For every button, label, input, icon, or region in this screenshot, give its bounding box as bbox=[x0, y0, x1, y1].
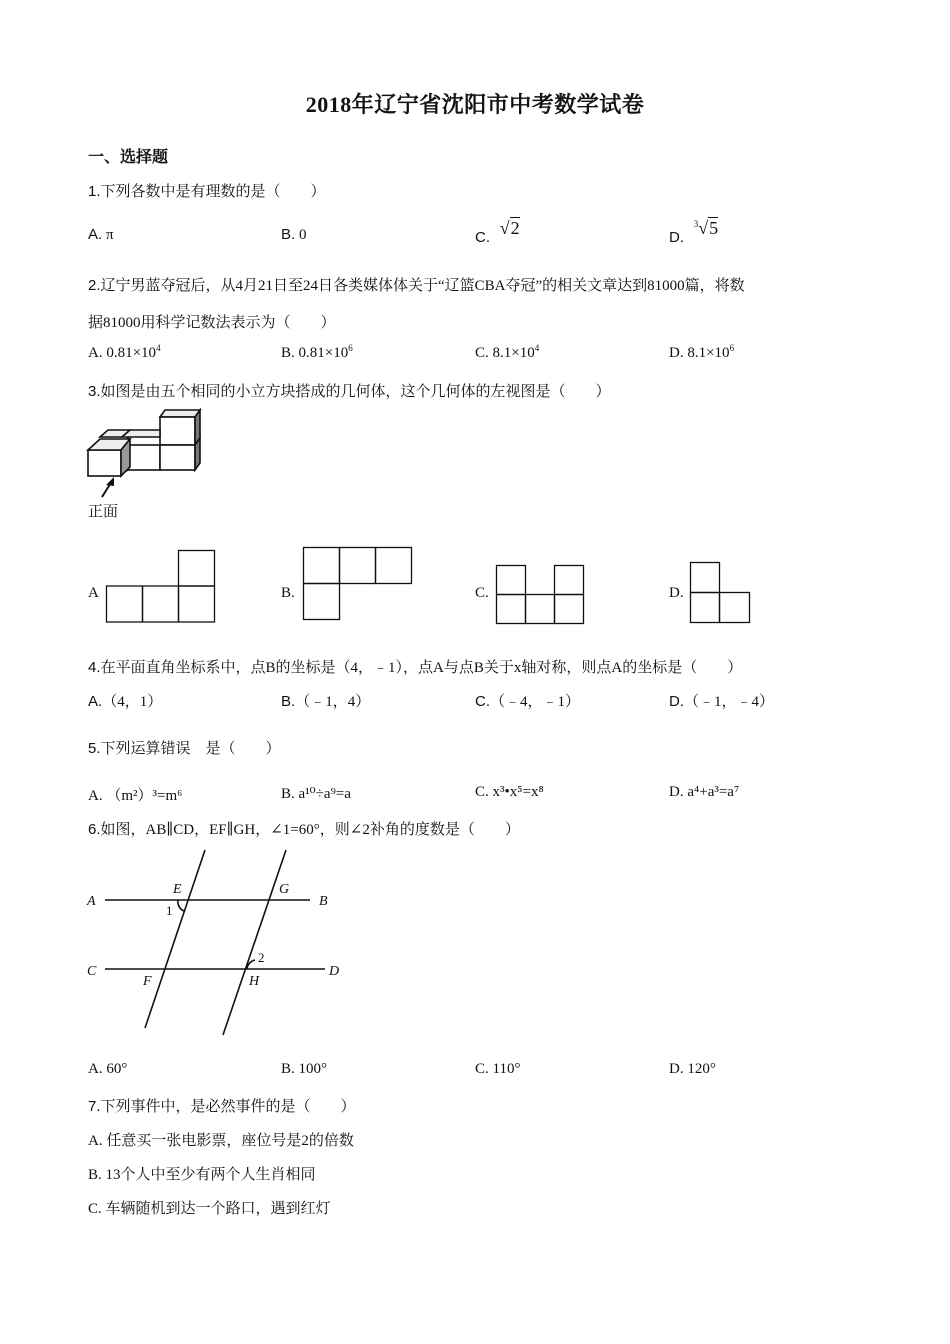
q7-option-c[interactable]: C. 车辆随机到达一个路口，遇到红灯 bbox=[88, 1201, 331, 1217]
q3-option-d-label[interactable]: D. bbox=[669, 585, 684, 601]
question-6-stem: 如图，AB∥CD，EF∥GH，∠1=60°，则∠2补角的度数是（ ） bbox=[100, 822, 520, 838]
q4-option-a[interactable]: A.（4，1） bbox=[88, 693, 163, 710]
label-point-h: H bbox=[249, 974, 260, 989]
q3-option-c-label[interactable]: C. bbox=[475, 585, 489, 601]
q3-option-b-figure[interactable] bbox=[303, 547, 415, 621]
question-1-stem: 下列各数中是有理数的是（ ） bbox=[100, 184, 326, 200]
question-7-stem: 下列事件中，是必然事件的是（ ） bbox=[100, 1099, 356, 1115]
label-point-a: A bbox=[87, 894, 96, 909]
q1-option-c[interactable]: C. √2 bbox=[475, 218, 520, 246]
question-3-stem: 如图是由五个相同的小立方块搭成的几何体，这个几何体的左视图是（ ） bbox=[100, 384, 611, 400]
page-title: 2018年辽宁省沈阳市中考数学试卷 bbox=[305, 92, 645, 117]
q6-option-c[interactable]: C. 110° bbox=[475, 1061, 521, 1077]
q2-option-a[interactable]: A. $0.81\times 10^4$ bbox=[88, 343, 161, 361]
q2-option-d[interactable]: D. $8.1\times 10^6$ bbox=[669, 343, 735, 361]
cube-root-symbol: $^3$√5 bbox=[693, 218, 719, 238]
q5-option-b[interactable]: B. a¹⁰÷a⁹=a bbox=[281, 786, 351, 802]
q2-option-c[interactable]: C. $8.1\times 10^4$ bbox=[475, 343, 540, 361]
sqrt-symbol: √2 bbox=[499, 218, 520, 238]
question-4-stem: 在平面直角坐标系中，点B的坐标是（4，﹣1），点A与点B关于x轴对称，则点A的坐标是（ ） bbox=[100, 660, 743, 676]
label-angle-1: 1 bbox=[166, 903, 173, 918]
question-5-stem: 下列运算错误 是（ ） bbox=[100, 741, 281, 757]
q5-option-a[interactable]: A. （m²）³=m⁶ bbox=[88, 788, 183, 804]
q3-option-a-label[interactable]: A bbox=[88, 585, 99, 601]
question-6: 6.如图，AB∥CD，EF∥GH，∠1=60°，则∠2补角的度数是（ ） bbox=[88, 821, 520, 838]
question-7: 7.下列事件中，是必然事件的是（ ） bbox=[88, 1098, 356, 1115]
q5-option-c[interactable]: C. x³•x⁵=x⁸ bbox=[475, 784, 544, 800]
q3-option-b-label[interactable]: B. bbox=[281, 585, 295, 601]
q1-option-a[interactable]: A. π bbox=[88, 226, 114, 243]
label-point-f: F bbox=[143, 974, 152, 989]
q4-option-d[interactable]: D.（﹣1，﹣4） bbox=[669, 693, 775, 710]
q6-option-d[interactable]: D. 120° bbox=[669, 1061, 716, 1077]
question-2-line2: 据81000用科学记数法表示为（ ） bbox=[88, 315, 336, 331]
label-point-d: D bbox=[329, 964, 340, 979]
label-point-c: C bbox=[87, 964, 97, 979]
q7-option-b[interactable]: B. 13个人中至少有两个人生肖相同 bbox=[88, 1167, 316, 1183]
question-3: 3.如图是由五个相同的小立方块搭成的几何体，这个几何体的左视图是（ ） bbox=[88, 383, 611, 400]
question-5: 5.下列运算错误 是（ ） bbox=[88, 740, 281, 757]
q1-option-d[interactable]: D. $^3$√5 bbox=[669, 218, 719, 246]
section-heading: 一、选择题 bbox=[88, 149, 169, 166]
label-point-e: E bbox=[173, 882, 182, 897]
front-view-label: 正面 bbox=[88, 502, 119, 520]
parallel-lines-figure bbox=[80, 845, 350, 1040]
q1-option-b[interactable]: B. 0 bbox=[281, 226, 307, 243]
q3-option-c-figure[interactable] bbox=[496, 565, 588, 625]
q6-option-a[interactable]: A. 60° bbox=[88, 1061, 128, 1077]
q6-option-b[interactable]: B. 100° bbox=[281, 1061, 328, 1077]
q2-option-b[interactable]: B. $0.81\times 10^6$ bbox=[281, 343, 353, 361]
question-1: 1.下列各数中是有理数的是（ ） bbox=[88, 183, 326, 200]
question-2-stem: 辽宁男蓝夺冠后，从4月21日至24日各类媒体体关于“辽篮CBA夺冠”的相关文章达到81000篇，将数 bbox=[100, 278, 745, 294]
q4-option-c[interactable]: C.（﹣4，﹣1） bbox=[475, 693, 581, 710]
label-point-g: G bbox=[279, 882, 290, 897]
q3-option-a-figure[interactable] bbox=[106, 550, 216, 624]
q4-option-b[interactable]: B.（﹣1，4） bbox=[281, 693, 371, 710]
label-angle-2: 2 bbox=[258, 950, 265, 965]
label-point-b: B bbox=[319, 894, 328, 909]
question-4: 4.在平面直角坐标系中，点B的坐标是（4，﹣1），点A与点B关于x轴对称，则点A的坐标是（ ） bbox=[88, 659, 743, 676]
question-2: 2.辽宁男蓝夺冠后，从4月21日至24日各类媒体体关于“辽篮CBA夺冠”的相关文章达到81000篇，将数 bbox=[88, 277, 745, 294]
q3-option-d-figure[interactable] bbox=[690, 562, 754, 626]
q5-option-d[interactable]: D. a⁴+a³=a⁷ bbox=[669, 784, 740, 800]
q7-option-a[interactable]: A. 任意买一张电影票，座位号是2的倍数 bbox=[88, 1133, 354, 1149]
